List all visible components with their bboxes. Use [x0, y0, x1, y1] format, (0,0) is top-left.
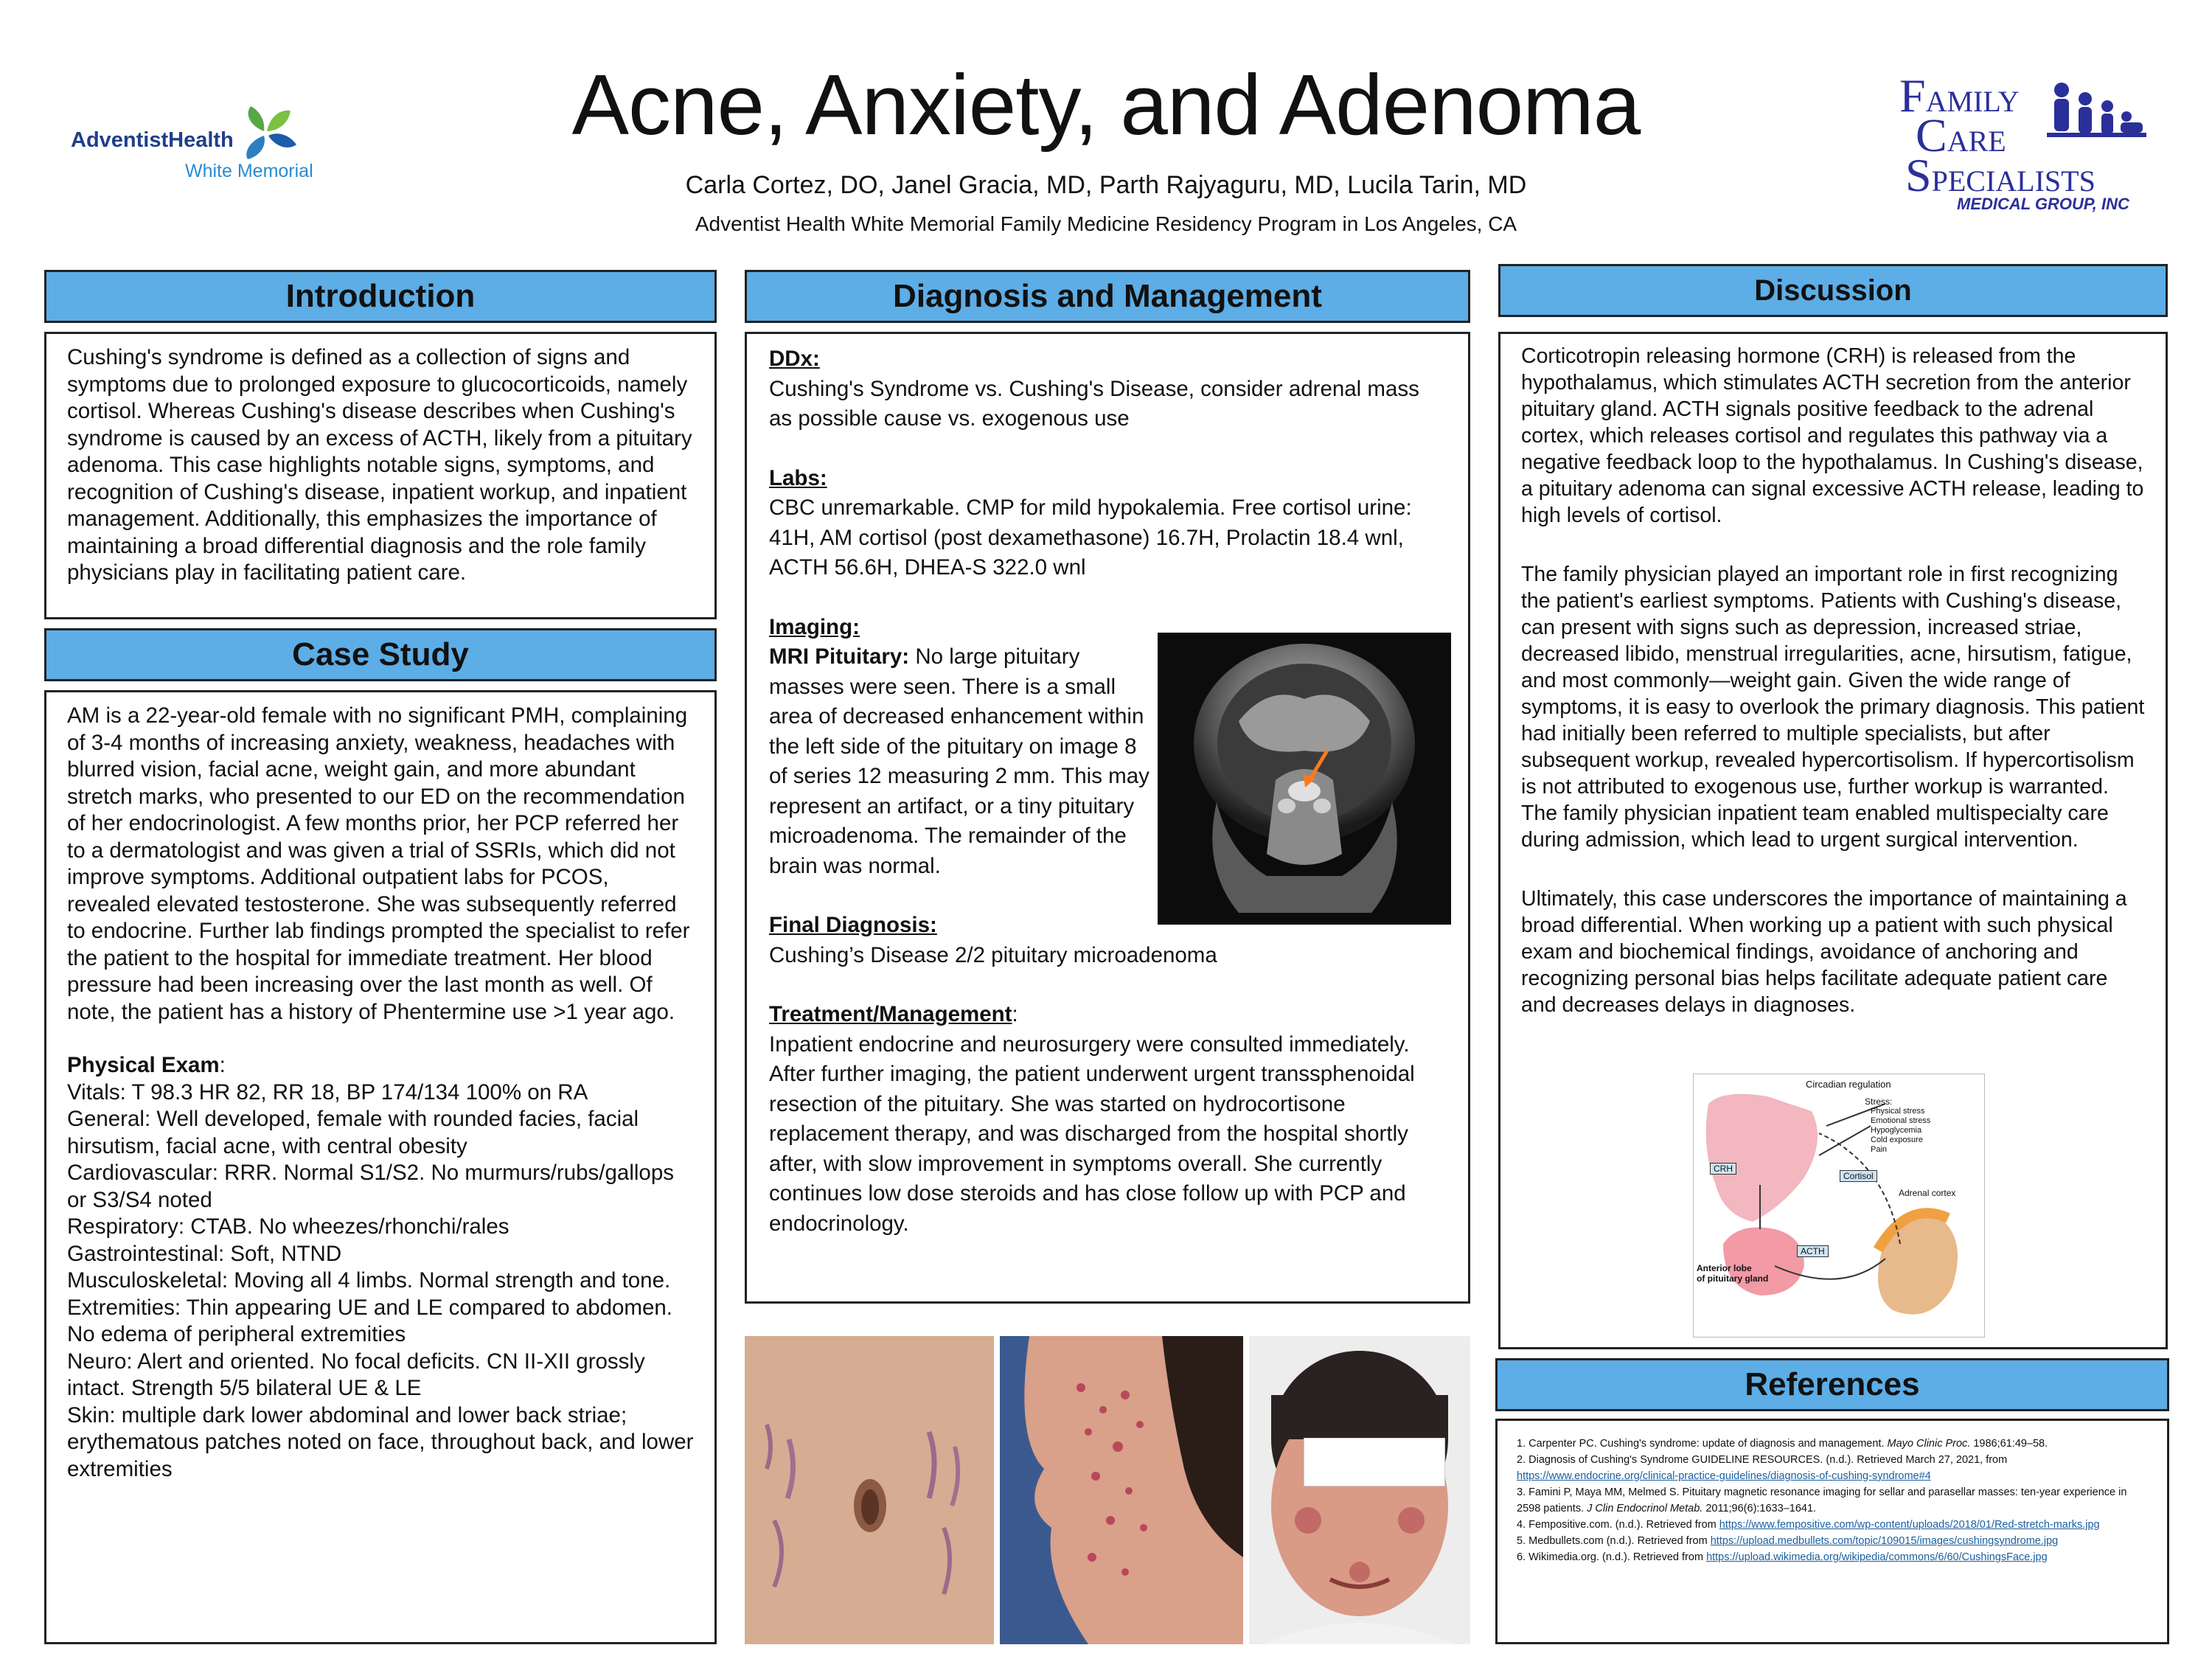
- treatment-text: Inpatient endocrine and neurosurgery were consulted immediately. After further imaging, the patient underwent urgent transsphenoidal resection of the pituitary. She was started on hydrocortisone replacement therapy, and was discharged from the hospital shortly after, with slow improvement in symptoms overall. She currently continues low dose steroids and has close follow up with PCP and endocrinology.: [769, 1032, 1415, 1236]
- logo-group-name: MEDICAL GROUP, INC: [1957, 195, 2129, 213]
- discussion-header: Discussion: [1498, 264, 2168, 317]
- pituitary-gland-label: of pituitary gland: [1697, 1273, 1769, 1284]
- reference-2: 2. Diagnosis of Cushing's Syndrome GUIDELINE RESOURCES. (n.d.). Retrieved March 27, 2021, from https://www.endocrine.org/clinical-practice-guidelines/diagnosis-of-cushing-syndrome#4: [1517, 1454, 2008, 1482]
- case-study-box: AM is a 22-year-old female with no significant PMH, complaining of 3-4 months of increasing anxiety, weakness, headaches with blurred vision, facial acne, weight gain, and more abundant stretch marks, who presented to our ED on the recommendation of her endocrinologist. A few months prior, her PCP referred her to a dermatologist and was given a trial of SSRIs, which did not improve symptoms. Additional outpatient labs for PCOS, revealed elevated testosterone. She was subsequently referred to endocrine. Further lab findings prompted the specialist to refer the patient to the hospital for immediate treatment. Her blood pressure had been increasing over the last month as well. Of note, the patient has a history of Phentermine use >1 year ago. Physical Exam: Vitals: T 98.3 HR 82, RR 18, BP 174/134 100% on RA General: Well developed, female with rounded facies, facial hirsutism, facial acne, with central obesity Cardiovascular: RRR. Normal S1/S2. No murmurs/rubs/gallops or S3/S4 noted Respiratory: CTAB. No wheezes/rhonchi/rales Gastrointestinal: Soft, NTND Musculoskeletal: Moving all 4 limbs. Normal strength and tone. Extremities: Thin appearing UE and LE compared to abdomen. No edema of peripheral extremities Neuro: Alert and oriented. No focal deficits. CN II-XII grossly intact. Strength 5/5 bilateral UE & LE Skin: multiple dark lower abdominal and lower back striae; erythematous patches noted on face, throughout back, and lower extremities: [44, 690, 717, 1644]
- final-diagnosis-label: Final Diagnosis:: [769, 913, 937, 937]
- stress-item: Cold exposure: [1871, 1135, 1923, 1144]
- family-care-specialists-logo: [1899, 69, 2165, 220]
- stress-title: Stress:: [1865, 1096, 1893, 1107]
- case-study-header: Case Study: [44, 628, 717, 681]
- diagnosis-box: DDx: Cushing's Syndrome vs. Cushing's Disease, consider adrenal mass as possible cause vs. exogenous use Labs: CBC unremarkable. CMP for mild hypokalemia. Free cortisol urine: 41H, AM cortisol (post dexamethasone) 16.7H, Prolactin 18.4 wnl, ACTH 56.6H, DHEA-S 322.0 wnl Imaging: MRI Pituitary: No large pituitary masses were seen. There is a small area of decreased enhancement within the left side of the pituitary on image 8 of series 12 measuring 2 mm. This may represent an artifact, or a tiny pituitary microadenoma. The remainder of the brain was normal. Final Diagnosis: Cushing’s Disease 2/2 pituitary microadenoma Treatment/Management: Inpatient endocrine and neurosurgery were consulted immediately. After further imaging, the patient underwent urgent transsphenoidal resection of the pituitary. She was started on hydrocortisone replacement therapy, and was discharged from the hospital shortly after, with slow improvement in symptoms overall. She currently continues low dose steroids and has close follow up with PCP and endocrinology.: [745, 332, 1470, 1304]
- ddx-label: DDx:: [769, 347, 820, 371]
- reference-link[interactable]: https://www.endocrine.org/clinical-practice-guidelines/diagnosis-of-cushing-syndrome#4: [1517, 1470, 1931, 1482]
- labs-label: Labs:: [769, 465, 827, 490]
- stress-item: Pain: [1871, 1145, 1888, 1154]
- pe-skin: Skin: multiple dark lower abdominal and lower back striae; erythematous patches noted on face, throughout back, and lower extremities: [67, 1402, 694, 1481]
- adventist-health-logo: [71, 105, 336, 193]
- physical-exam-label: Physical Exam: [67, 1053, 220, 1077]
- affiliation: Adventist Health White Memorial Family Medicine Residency Program in Los Angeles, CA: [695, 212, 1517, 235]
- pe-gastrointestinal: Gastrointestinal: Soft, NTND: [67, 1241, 342, 1266]
- introduction-text: Cushing's syndrome is defined as a collection of signs and symptoms due to prolonged exposure to glucocorticoids, namely cortisol. Whereas Cushing's disease describes when Cushing's syndrome is caused by an excess of ACTH, likely from a pituitary adenoma. This case highlights notable signs, symptoms, and recognition of Cushing's disease, inpatient workup, and inpatient management. Additionally, this emphasizes the importance of maintaining a broad differential diagnosis and the role family physicians play in facilitating patient care.: [67, 345, 692, 585]
- privacy-eye-bar: [1304, 1438, 1445, 1486]
- reference-link[interactable]: https://upload.wikimedia.org/wikipedia/commons/6/60/CushingsFace.jpg: [1706, 1551, 2048, 1563]
- treatment-label: Treatment/Management: [769, 1002, 1012, 1026]
- reference-link[interactable]: https://www.fempositive.com/wp-content/uploads/2018/01/Red-stretch-marks.jpg: [1719, 1519, 2100, 1531]
- mri-pituitary-image: [1158, 633, 1451, 925]
- logo-initial-s: S: [1905, 149, 1932, 201]
- stress-item: Physical stress: [1871, 1107, 1925, 1116]
- pe-general: General: Well developed, female with rounded facies, facial hirsutism, facial acne, with central obesity: [67, 1107, 639, 1158]
- logo-initial-c: C: [1916, 109, 1947, 161]
- discussion-paragraph-1: Corticotropin releasing hormone (CRH) is released from the hypothalamus, which stimulates ACTH secretion from the anterior pituitary gland. ACTH signals positive feedback to the adrenal cortex, which releases cortisol and regulates this pathway via a negative feedback loop to the hypothalamus. In Cushing's disease, a pituitary adenoma can signal excessive ACTH release, leading to high levels of cortisol.: [1521, 344, 2144, 527]
- poster-title: Acne, Anxiety, and Adenoma: [571, 57, 1641, 153]
- reference-6: 6. Wikimedia.org. (n.d.). Retrieved from https://upload.wikimedia.org/wikipedia/commons/6/60/CushingsFace.jpg: [1517, 1551, 2048, 1563]
- reference-link[interactable]: https://upload.medbullets.com/topic/109015/images/cushingsyndrome.jpg: [1710, 1535, 2059, 1547]
- mri-label: MRI Pituitary:: [769, 644, 910, 669]
- abdominal-striae-photo: [745, 1336, 994, 1644]
- pe-neuro: Neuro: Alert and oriented. No focal deficits. CN II-XII grossly intact. Strength 5/5 bilateral UE & LE: [67, 1349, 645, 1400]
- logo-word-specialists: PECIALISTS: [1931, 164, 2096, 198]
- reference-1: 1. Carpenter PC. Cushing's syndrome: update of diagnosis and management. Mayo Clinic Proc. 1986;61:49–58.: [1517, 1438, 2048, 1450]
- logo-name: AdventistHealth: [71, 128, 234, 152]
- circadian-label: Circadian regulation: [1806, 1079, 1891, 1090]
- diagnosis-header: Diagnosis and Management: [745, 270, 1470, 323]
- cortisol-label: Cortisol: [1840, 1170, 1877, 1182]
- hpa-axis-diagram: [1693, 1074, 1985, 1338]
- imaging-label: Imaging:: [769, 614, 860, 639]
- crh-label: CRH: [1710, 1163, 1736, 1175]
- discussion-paragraph-3: Ultimately, this case underscores the importance of maintaining a broad differential. When working up a patient with such physical exam and biochemical findings, avoidance of anchoring and recognizing personal bias helps facilitate adequate patient care and decreases delays in diagnoses.: [1521, 887, 2127, 1017]
- pe-cardiovascular: Cardiovascular: RRR. Normal S1/S2. No murmurs/rubs/gallops or S3/S4 noted: [67, 1161, 674, 1212]
- case-study-text: AM is a 22-year-old female with no significant PMH, complaining of 3-4 months of increasing anxiety, weakness, headaches with blurred vision, facial acne, weight gain, and more abundant stretch marks, who presented to our ED on the recommendation of her endocrinologist. A few months prior, her PCP referred her to a dermatologist and was given a trial of SSRIs, which did not improve symptoms. Additional outpatient labs for PCOS, revealed elevated testosterone. She was subsequently referred to endocrine. Further lab findings prompted the specialist to refer the patient to the hospital for immediate treatment. Her blood pressure had been increasing over the last month as well. Of note, the patient has a history of Phentermine use >1 year ago.: [67, 703, 690, 1024]
- introduction-box: [44, 332, 717, 619]
- mri-text: No large pituitary masses were seen. There is a small area of decreased enhancement within the left side of the pituitary on image 8 of series 12 measuring 2 mm. This may represent an artifact, or a tiny pituitary microadenoma. The remainder of the brain was normal.: [769, 644, 1150, 878]
- anterior-lobe-label: Anterior lobe: [1697, 1263, 1752, 1273]
- references-header: References: [1495, 1358, 2169, 1411]
- stress-item: Hypoglycemia: [1871, 1126, 1922, 1135]
- logo-word-family: AMILY: [1925, 85, 2020, 118]
- family-silhouette-icon: [2039, 80, 2150, 153]
- references-box: [1495, 1419, 2169, 1644]
- reference-3: 3. Famini P, Maya MM, Melmed S. Pituitary magnetic resonance imaging for sellar and parasellar masses: ten-year experience in 2598 patients. J Clin Endocrinol Metab. 2011;96(6):1633–1641.: [1517, 1486, 2127, 1514]
- introduction-header: Introduction: [44, 270, 717, 323]
- logo-initial-f: F: [1899, 69, 1926, 122]
- pe-musculoskeletal: Musculoskeletal: Moving all 4 limbs. Normal strength and tone.: [67, 1268, 671, 1293]
- leaf-icon: [234, 103, 301, 162]
- reference-4: 4. Fempositive.com. (n.d.). Retrieved from https://www.fempositive.com/wp-content/uploads/2018/01/Red-stretch-marks.jpg: [1517, 1519, 2100, 1531]
- pe-respiratory: Respiratory: CTAB. No wheezes/rhonchi/rales: [67, 1214, 509, 1239]
- authors: Carla Cortez, DO, Janel Gracia, MD, Parth Rajyaguru, MD, Lucila Tarin, MD: [685, 171, 1527, 199]
- acth-label: ACTH: [1797, 1245, 1829, 1257]
- adrenal-cortex-label: Adrenal cortex: [1899, 1188, 1956, 1198]
- logo-subname: White Memorial: [185, 161, 313, 181]
- facial-acne-photo: [1000, 1336, 1243, 1644]
- final-diagnosis-text: Cushing’s Disease 2/2 pituitary microadenoma: [769, 942, 1217, 967]
- discussion-paragraph-2: The family physician played an important role in first recognizing the patient's earliest symptoms. Patients with Cushing's disease, can present with signs such as depression, increased striae, decreased libido, menstrual irregularities, acne, hirsutism, fatigue, and most commonly—weight gain. Given the wide range of symptoms, it is easy to overlook the primary diagnosis. This patient had initially been referred to multiple specialists, but after subsequent workup, revealed hypercortisolism. If hypercortisolism is not attributed to exogenous use, further workup is warranted. The family physician inpatient team enabled multispecialty care during admission, which lead to urgent surgical intervention.: [1521, 563, 2145, 852]
- pe-vitals: Vitals: T 98.3 HR 82, RR 18, BP 174/134 100% on RA: [67, 1079, 588, 1105]
- ddx-text: Cushing's Syndrome vs. Cushing's Disease, consider adrenal mass as possible cause vs. exogenous use: [769, 376, 1419, 431]
- stress-item: Emotional stress: [1871, 1116, 1931, 1125]
- logo-word-care: ARE: [1947, 125, 2006, 158]
- reference-5: 5. Medbullets.com (n.d.). Retrieved from https://upload.medbullets.com/topic/109015/images/cushingsyndrome.jpg: [1517, 1535, 2059, 1547]
- cushings-face-photo: [1249, 1336, 1470, 1644]
- labs-text: CBC unremarkable. CMP for mild hypokalemia. Free cortisol urine: 41H, AM cortisol (post dexamethasone) 16.7H, Prolactin 18.4 wnl, ACTH 56.6H, DHEA-S 322.0 wnl: [769, 495, 1412, 580]
- pe-extremities: Extremities: Thin appearing UE and LE compared to abdomen. No edema of peripheral extremities: [67, 1295, 673, 1346]
